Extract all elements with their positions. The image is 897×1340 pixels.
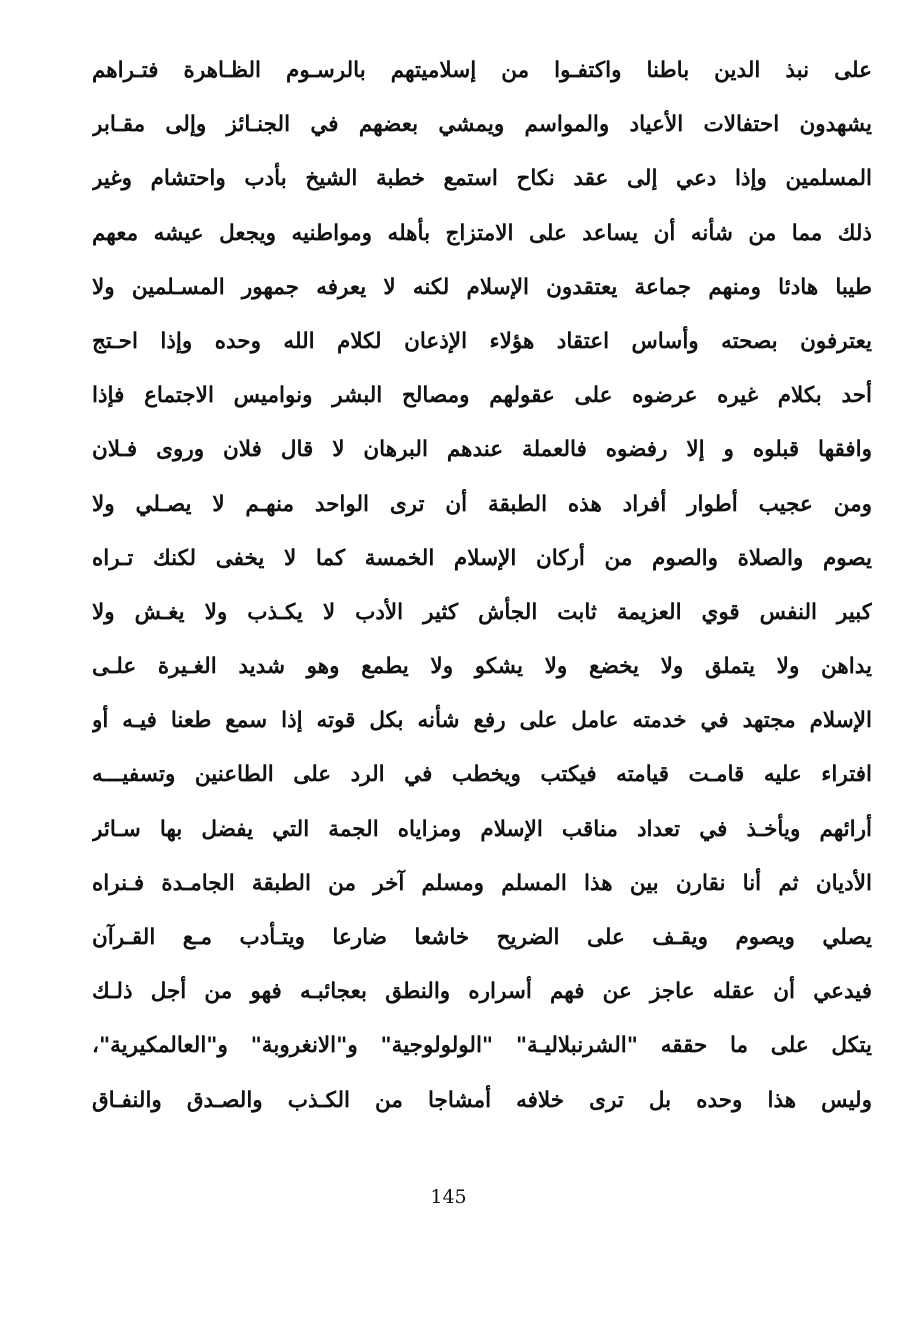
text-line: المسلمين وإذا دعي إلى عقد نكاح استمع خطبة الشيخ بأدب واحتشام وغير: [92, 166, 872, 192]
page-number: 145: [430, 1186, 467, 1208]
text-line: أحد بكلام غيره عرضوه على عقولهم ومصالح البشر ونواميس الاجتماع فإذا: [92, 383, 872, 409]
text-line: يشهدون احتفالات الأعياد والمواسم ويمشي بعضهم في الجنـائز وإلى مقـابر: [92, 112, 872, 138]
text-line: افتراء عليه قامـت قيامته فيكتب ويخطب في الرد على الطاعنين وتسفيـــه: [92, 762, 872, 788]
text-line: فيدعي أن عقله عاجز عن فهم أسراره والنطق بعجائبـه فهو من أجل ذلـك: [92, 979, 872, 1005]
text-line: ومن عجيب أطوار أفراد هذه الطبقة أن ترى الواحد منهـم لا يصـلي ولا: [92, 491, 872, 517]
text-line: يصلي ويصوم ويقـف على الضريح خاشعا ضارعا ويتـأدب مـع القـرآن: [92, 925, 872, 950]
text-line: يتكل على ما حققه "الشرنبلاليـة" "الولولوجية" و"الانغروبة" و"العالمكيرية"،: [92, 1033, 872, 1059]
text-line: ذلك مما من شأنه أن يساعد على الامتزاج بأهله ومواطنيه ويجعل عيشه معهم: [92, 220, 872, 246]
text-line: يصوم والصلاة والصوم من أركان الإسلام الخمسة كما لا يخفى لكنك تـراه: [92, 545, 872, 571]
text-line: كبير النفس قوي العزيمة ثابت الجأش كثير الأدب لا يكـذب ولا يغـش ولا: [92, 599, 872, 625]
text-line: الأديان ثم أنا نقارن بين هذا المسلم ومسلم آخر من الطبقة الجامـدة فـنراه: [92, 870, 872, 896]
text-line: الإسلام مجتهد في خدمته عامل على رفع شأنه بكل قوته إذا سمع طعنا فيـه أو: [92, 708, 872, 734]
text-line: على نبذ الدين باطنا واكتفـوا من إسلاميتهم بالرسـوم الظـاهرة فتـراهم: [92, 58, 872, 83]
text-line: يعترفون بصحته وأساس اعتقاد هؤلاء الإذعان لكلام الله وحده وإذا احـتج: [92, 328, 872, 354]
text-line: يداهن ولا يتملق ولا يخضع ولا يشكو ولا يطمع وهو شديد الغـيرة علـى: [92, 654, 872, 680]
text-line: طيبا هادئا ومنهم جماعة يعتقدون الإسلام لكنه لا يعرفه جمهور المسـلمين ولا: [92, 274, 872, 300]
text-line: وافقها قبلوه و إلا رفضوه فالعملة عندهم البرهان لا قال فلان وروى فـلان: [92, 437, 872, 463]
body-text: [92, 44, 872, 1128]
text-line: أرائهم ويأخـذ في تعداد مناقب الإسلام ومزاياه الجمة التي يفضل بها سـائر: [92, 816, 872, 842]
text-line: وليس هذا وحده بل ترى خلافه أمشاجا من الكـذب والصـدق والنفـاق: [92, 1087, 872, 1113]
